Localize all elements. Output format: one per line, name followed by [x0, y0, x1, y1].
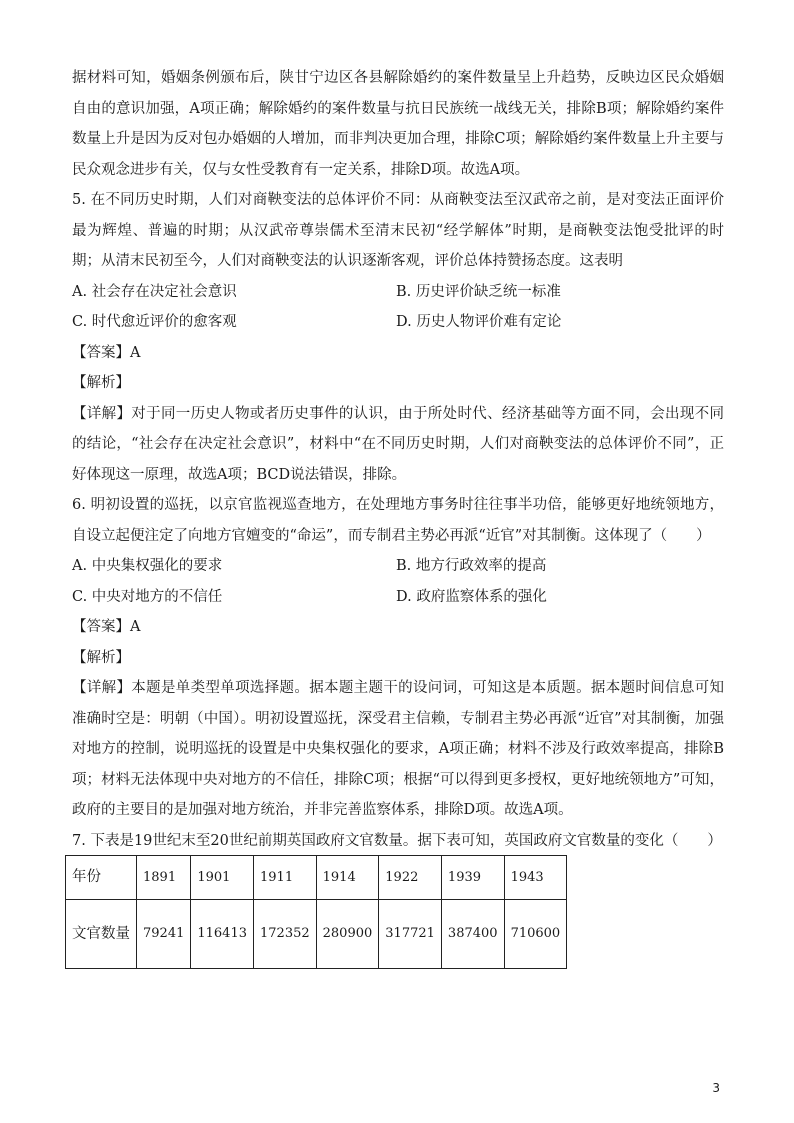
table-cell-year: 1901 — [191, 855, 254, 899]
q5-detail: 【详解】对于同一历史人物或者历史事件的认识，由于所处时代、经济基础等方面不同，会出现不同的结论，“社会存在决定社会意识”，材料中“在不同历史时期，人们对商鞅变法的总体评价不同”，正好体现这一原理，故选A项；BCD说法错误，排除。 — [72, 405, 724, 483]
q6-option-c: C. 中央对地方的不信任 — [72, 588, 223, 605]
q5-option-c: C. 时代愈近评价的愈客观 — [72, 314, 237, 330]
table-cell-year: 1891 — [137, 855, 191, 899]
table-row-years — [66, 855, 567, 899]
q5-options — [72, 277, 724, 338]
q5-answer: 【答案】A — [72, 344, 141, 361]
table-cell-count: 280900 — [316, 899, 379, 968]
q4-analysis-continuation: 据材料可知，婚姻条例颁布后，陕甘宁边区各县解除婚约的案件数量呈上升趋势，反映边区民众婚姻自由的意识加强，A项正确；解除婚约的案件数量与抗日民族统一战线无关，排除B项；解除婚约案件数量上升是因为反对包办婚姻的人增加，而非判决更加合理，排除C项；解除婚约案件数量上升主要与民众观念进步有关，仅与女性受教育有一定关系，排除D项。故选A项。 — [72, 70, 724, 178]
table-cell-year: 1911 — [254, 855, 317, 899]
table-cell-year: 1939 — [441, 855, 504, 899]
page-content — [72, 63, 724, 969]
q6-options — [72, 551, 724, 612]
table-header-count: 文官数量 — [66, 899, 137, 968]
table-cell-count: 710600 — [504, 899, 567, 968]
table-cell-count: 116413 — [191, 899, 254, 968]
table-cell-count: 317721 — [379, 899, 442, 968]
q6-option-b: B. 地方行政效率的提高 — [396, 558, 547, 574]
q5-analysis-label: 【解析】 — [72, 375, 130, 391]
table-header-year: 年份 — [66, 855, 137, 899]
table-cell-year: 1943 — [504, 855, 567, 899]
q6-detail: 【详解】本题是单类型单项选择题。据本题主题干的设问词，可知这是本质题。据本题时间信息可知准确时空是：明朝（中国）。明初设置巡抚，深受君主信赖，专制君主势必再派“近官”对其制衡，加强对地方的控制，说明巡抚的设置是中央集权强化的要求，A项正确；材料不涉及行政效率提高，排除B项；材料无法体现中央对地方的不信任，排除C项；根据“可以得到更多授权，更好地统领地方”可知，政府的主要目的是加强对地方统治，并非完善监察体系，排除D项。故选A项。 — [72, 680, 724, 818]
table-cell-count: 387400 — [441, 899, 504, 968]
q6-analysis-label: 【解析】 — [72, 649, 130, 666]
page-number: 3 — [712, 1081, 720, 1095]
q5-option-b: B. 历史评价缺乏统一标准 — [396, 283, 561, 300]
table-row-counts — [66, 899, 567, 968]
q5-stem: 5. 在不同历史时期，人们对商鞅变法的总体评价不同：从商鞅变法至汉武帝之前，是对变法正面评价最为辉煌、普遍的时期；从汉武帝尊崇儒术至清末民初“经学解体”时期，是商鞅变法饱受批评的时期；从清末民初至今，人们对商鞅变法的认识逐渐客观，评价总体持赞扬态度。这表明 — [72, 192, 724, 269]
civil-servant-table — [65, 855, 567, 969]
table-cell-year: 1914 — [316, 855, 379, 899]
table-cell-count: 172352 — [254, 899, 317, 968]
q6-option-d: D. 政府监察体系的强化 — [396, 588, 547, 605]
table-cell-year: 1922 — [379, 855, 442, 899]
q6-answer: 【答案】A — [72, 619, 141, 635]
q5-option-d: D. 历史人物评价难有定论 — [396, 314, 562, 330]
q5-option-a: A. 社会存在决定社会意识 — [72, 283, 237, 300]
q6-stem: 6. 明初设置的巡抚，以京官监视巡查地方，在处理地方事务时往往事半功倍，能够更好地统领地方，自设立起便注定了向地方官嬗变的“命运”，而专制君主势必再派“近官”对其制衡。这体现了（ ） — [72, 497, 724, 544]
q6-option-a: A. 中央集权强化的要求 — [72, 558, 223, 574]
q7-stem: 7. 下表是19世纪末至20世纪前期英国政府文官数量。据下表可知，英国政府文官数量的变化（ ） — [72, 832, 722, 849]
table-cell-count: 79241 — [137, 899, 191, 968]
